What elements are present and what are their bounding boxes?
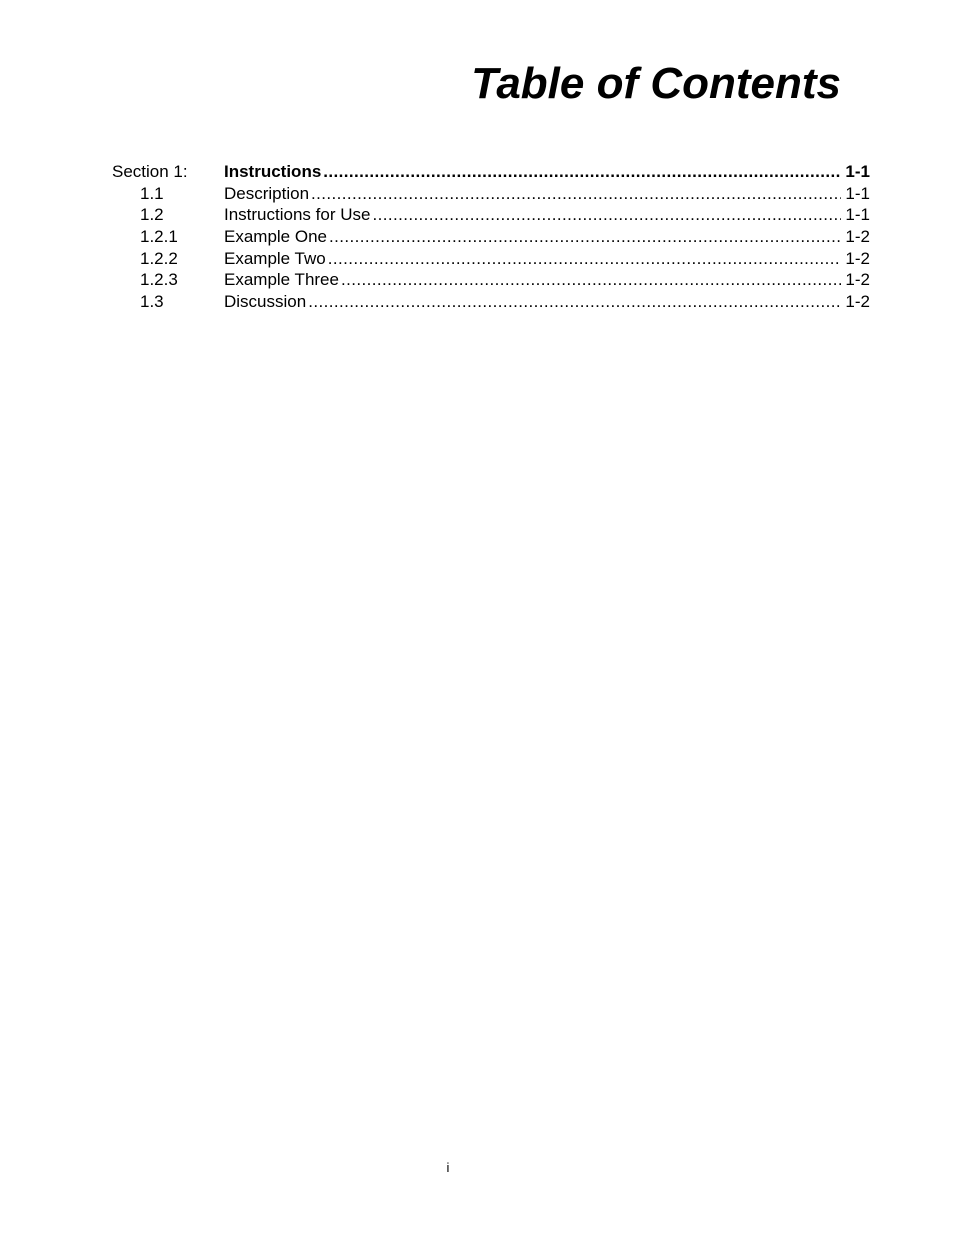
toc-dot-leader	[311, 183, 841, 205]
toc-entry-1-2[interactable]	[112, 204, 870, 226]
toc-entry-title: Example Two	[224, 248, 326, 268]
toc-entry-page: 1-2	[845, 227, 870, 247]
toc-entry-page: 1-2	[845, 270, 870, 290]
toc-dot-leader	[341, 269, 841, 291]
toc-dot-leader	[323, 161, 841, 183]
toc-entry-page: 1-2	[845, 292, 870, 312]
footer-page-number: i	[446, 1160, 450, 1175]
toc-dot-leader	[372, 204, 841, 226]
toc-entry-number: 1.2.3	[140, 270, 178, 290]
toc-entry-1-2-2[interactable]	[112, 248, 870, 270]
toc-dot-leader	[328, 248, 842, 270]
toc-entry-title: Description	[224, 183, 310, 203]
toc-entry-1-1[interactable]	[112, 183, 870, 205]
toc-entry-title: Example Three	[224, 270, 339, 290]
page-title: Table of Contents	[471, 59, 841, 108]
table-of-contents	[112, 161, 870, 313]
toc-entry-page: 1-1	[845, 205, 870, 225]
toc-entry-page: 1-1	[845, 183, 870, 203]
toc-entry-number: Section 1:	[112, 162, 188, 181]
toc-entry-1-2-1[interactable]	[112, 226, 870, 248]
toc-entry-number: 1.1	[140, 183, 164, 203]
toc-dot-leader	[329, 226, 841, 248]
toc-entry-1-3[interactable]	[112, 291, 870, 313]
toc-entry-title: Instructions	[224, 162, 322, 181]
toc-entry-1-2-3[interactable]	[112, 269, 870, 291]
toc-entry-title: Example One	[224, 227, 327, 247]
toc-entry-section-1[interactable]	[112, 161, 870, 183]
toc-entry-page: 1-1	[845, 162, 870, 181]
toc-entry-page: 1-2	[845, 248, 870, 268]
toc-entry-number: 1.2	[140, 205, 164, 225]
toc-entry-number: 1.2.1	[140, 227, 178, 247]
toc-entry-title: Discussion	[224, 292, 307, 312]
toc-entry-number: 1.2.2	[140, 248, 178, 268]
toc-entry-number: 1.3	[140, 292, 164, 312]
toc-dot-leader	[308, 291, 841, 313]
toc-entry-title: Instructions for Use	[224, 205, 371, 225]
